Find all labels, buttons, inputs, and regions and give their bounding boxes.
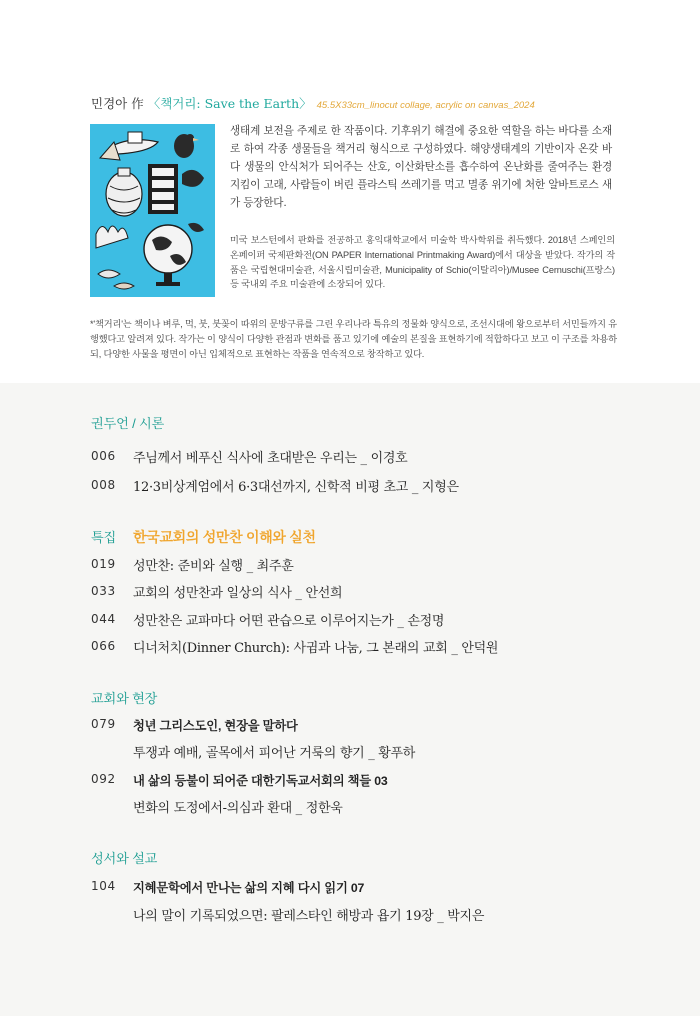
entry-page-number: 019 [91, 557, 116, 571]
series-title: 청년 그리스도인, 현장을 말하다 [133, 719, 298, 733]
entry-page-number: 092 [91, 772, 116, 786]
entry-page-number: 079 [91, 717, 116, 731]
entry-title: 주님께서 베푸신 식사에 초대받은 우리는 _ 이경호 [133, 451, 408, 466]
artwork-title: 〈책거리: Save the Earth〉 [147, 96, 312, 111]
feature-title: 한국교회의 성만찬 이해와 실천 [133, 529, 316, 545]
entry-title: 변화의 도정에서-의심과 환대 _ 정한욱 [133, 801, 343, 816]
artwork-image [90, 124, 215, 297]
section-label-church-field: 교회와 현장 [91, 691, 158, 706]
artist-bio: 미국 보스턴에서 판화를 전공하고 홍익대학교에서 미술학 박사학위를 취득했다. 2018년 스페인의 온페이퍼 국제판화전(ON PAPER International Printmaking Award)에서 대상을 받았다. 작가의 작품은 국립현대미술관, 서울시립미술관, Municipality of Schio(이탈리아)/Musee Cernuschi(프랑스) 등 국내외 주요 미술관에 소장되어 있다. [230, 235, 615, 290]
artwork-credit [91, 94, 535, 112]
series-title: 내 삶의 등불이 되어준 대한기독교서회의 책들 03 [133, 774, 388, 788]
section-label-feature: 특집 [91, 530, 117, 545]
entry-title: 12·3비상계엄에서 6·3대선까지, 신학적 비평 초고 _ 지형은 [133, 480, 459, 495]
entry-title: 투쟁과 예배, 골목에서 피어난 거룩의 향기 _ 황푸하 [133, 746, 416, 761]
entry-title: 성만찬: 준비와 실행 _ 최주훈 [133, 559, 294, 574]
artwork-description: 생태계 보전을 주제로 한 작품이다. 기후위기 해결에 중요한 역할을 하는 바다를 소재로 하여 각종 생물들을 책거리 형식으로 구성하였다. 해양생태계의 기반이자 온갖 바다 생물의 안식처가 되어주는 산호, 이산화탄소를 흡수하여 온난화를 줄여주는 환경지킴이 고래, 사람들이 버린 플라스틱 쓰레기를 먹고 멸종 위기에 처한 알바트로스 새가 등장한다. [230, 125, 612, 209]
series-title: 지혜문학에서 만나는 삶의 지혜 다시 읽기 07 [133, 881, 365, 895]
footnote: *'책거리'는 책이나 벼루, 먹, 붓, 붓꽂이 따위의 문방구류를 그린 우리나라 특유의 정물화 양식으로, 조선시대에 왕으로부터 서민들까지 유행했다고 알려져 있다. 작가는 이 양식이 다양한 관점과 변화를 품고 있기에 예술의 본질을 표현하기에 적합하다고 보고 이 구조를 차용하되, 다양한 사물을 평면이 아닌 입체적으로 표현하는 작품을 연속적으로 창작하고 있다. [90, 319, 617, 359]
entry-title: 교회의 성만찬과 일상의 식사 _ 안선희 [133, 586, 343, 601]
entry-page-number: 104 [91, 879, 116, 893]
entry-page-number: 006 [91, 449, 116, 463]
entry-title: 디너처치(Dinner Church): 사귐과 나눔, 그 본래의 교회 _ 안덕원 [133, 641, 499, 656]
entry-page-number: 044 [91, 612, 116, 626]
entry-page-number: 008 [91, 478, 116, 492]
entry-title: 성만찬은 교파마다 어떤 관습으로 이루어지는가 _ 손정명 [133, 614, 445, 629]
artist-name: 민경아 作 [91, 96, 144, 111]
section-label-scripture-sermon: 성서와 설교 [91, 851, 158, 866]
entry-page-number: 066 [91, 639, 116, 653]
entry-page-number: 033 [91, 584, 116, 598]
artwork-section [0, 0, 700, 383]
section-label-editorial: 권두언 / 시론 [91, 416, 165, 431]
entry-title: 나의 말이 기록되었으면: 팔레스타인 해방과 욥기 19장 _ 박지은 [133, 909, 485, 924]
artwork-spec: 45.5X33cm_linocut collage, acrylic on canvas_2024 [316, 100, 535, 111]
